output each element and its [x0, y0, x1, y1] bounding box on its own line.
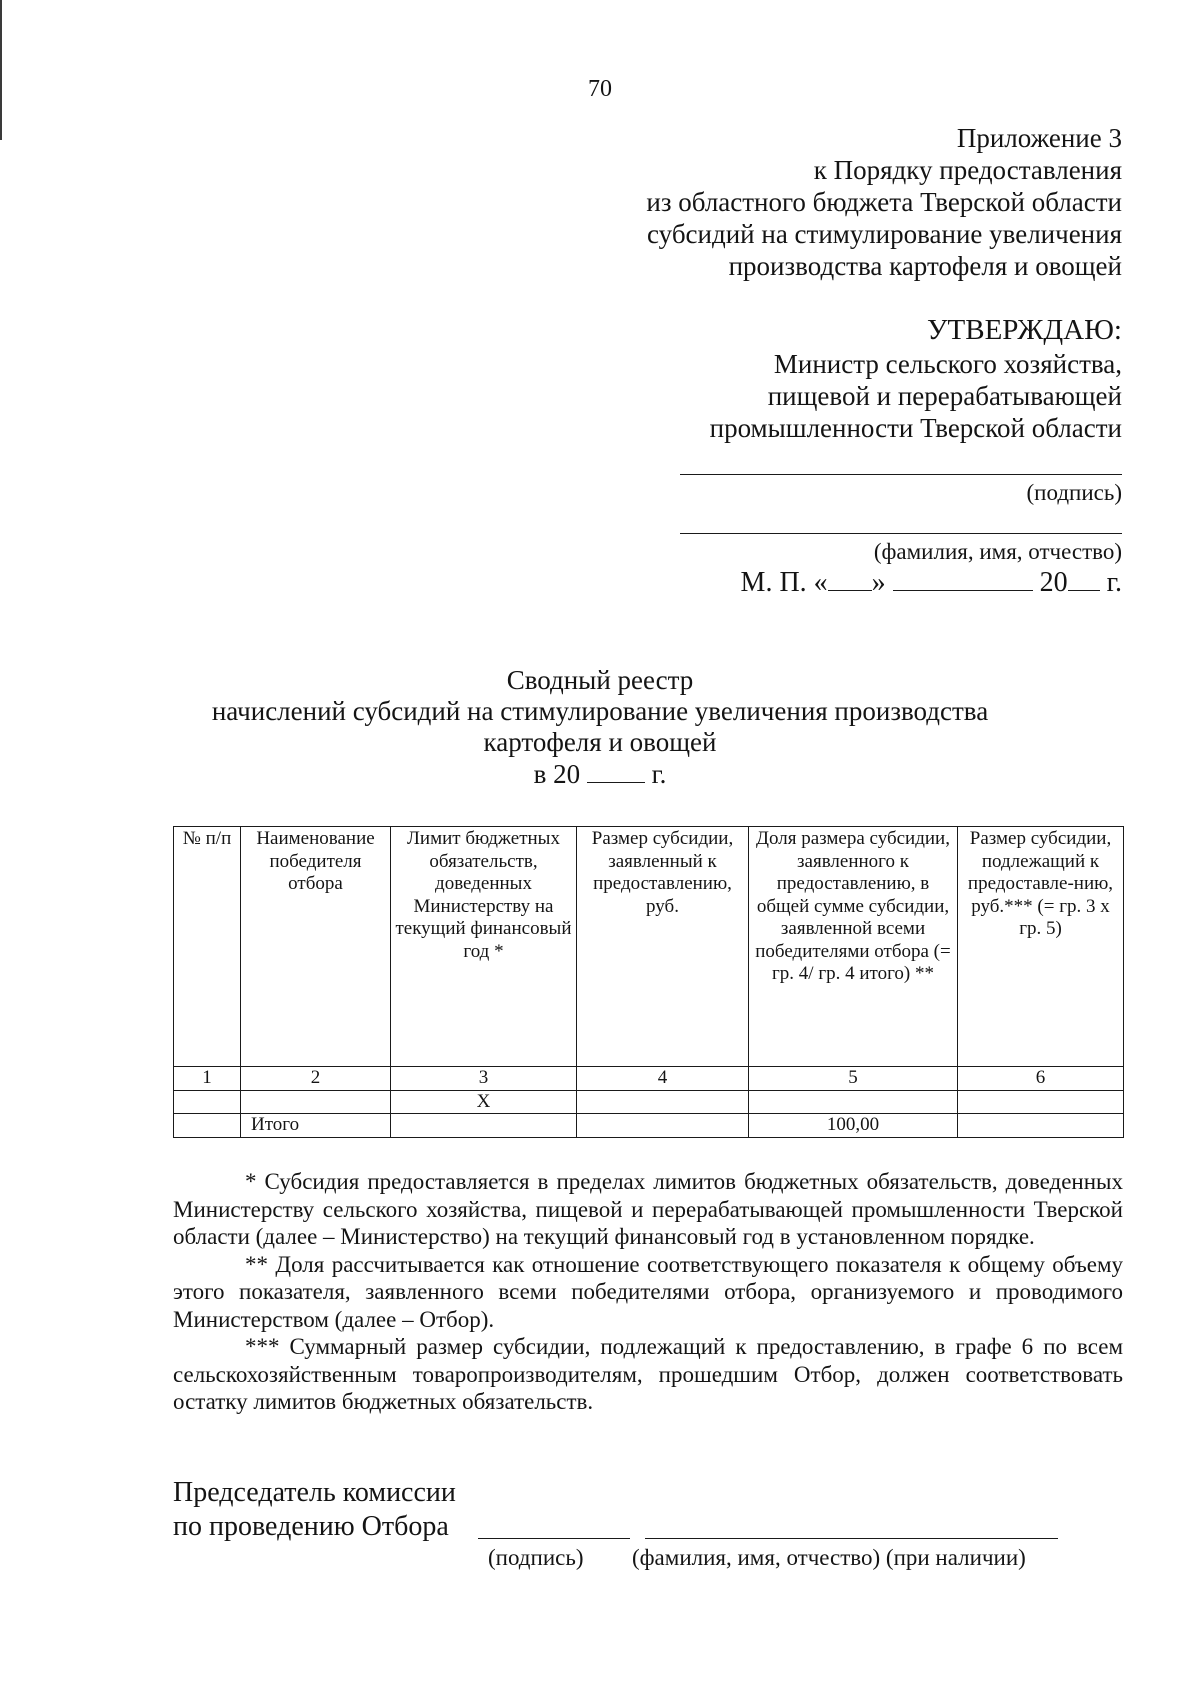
column-header: Размер субсидии, подлежащий к предоставле-нию, руб.*** (= гр. 3 х гр. 5) [958, 827, 1124, 1067]
appendix-line: субсидий на стимулирование увеличения [647, 219, 1122, 249]
date-mid: » [871, 567, 886, 598]
table-cell [174, 1090, 241, 1114]
commission-chair-block [173, 1476, 456, 1544]
appendix-header [646, 122, 1122, 282]
approval-name-caption: (фамилия, имя, отчество) [873, 539, 1122, 564]
footnote-1: * Субсидия предоставляется в пределах лимитов бюджетных обязательств, доведенных Министерству сельского хозяйства, пищевой и перерабатывающей промышленности Тверской области (далее – Министерство) на текущий финансовый год в установленном порядке. [173, 1169, 1123, 1249]
table-row [174, 1090, 1124, 1114]
table-cell [958, 1090, 1124, 1114]
column-number: 4 [577, 1067, 749, 1091]
table-cell [577, 1114, 749, 1138]
column-number: 1 [174, 1067, 241, 1091]
title-year-blank [587, 758, 645, 783]
approval-block [710, 314, 1122, 444]
column-number-row [174, 1067, 1124, 1091]
appendix-line: к Порядку предоставления [813, 155, 1122, 185]
title-year-line [0, 758, 1200, 790]
appendix-line: Приложение 3 [956, 123, 1122, 153]
chair-line: Председатель комиссии [173, 1477, 456, 1508]
chair-name-caption: (фамилия, имя, отчество) (при наличии) [632, 1545, 1026, 1570]
footnote-2: ** Доля рассчитывается как отношение соответствующего показателя к общему объему этого показателя, заявленного всеми победителями отбора, организуемого и проводимого Министерством (далее – Отбор). [173, 1251, 1123, 1332]
approval-line: промышленности Тверской области [709, 413, 1122, 443]
chair-line: по проведению Отбора [173, 1511, 449, 1542]
approval-name-line [680, 533, 1122, 534]
table-header-row [174, 827, 1124, 1067]
approval-line: пищевой и перерабатывающей [767, 381, 1122, 411]
table-cell: Х [391, 1090, 577, 1114]
column-number: 6 [958, 1067, 1124, 1091]
column-header: Доля размера субсидии, заявленного к предоставлению, в общей сумме субсидии, заявленной всеми победителями отбора (= гр. 4/ гр. 4 итого) ** [749, 827, 958, 1067]
column-header: № п/п [174, 827, 241, 1067]
date-suffix: г. [1106, 567, 1122, 598]
appendix-line: производства картофеля и овощей [728, 251, 1122, 281]
column-header: Размер субсидии, заявленный к предоставлению, руб. [577, 827, 749, 1067]
chair-signature-line [478, 1538, 630, 1539]
title-year-suffix: г. [651, 759, 667, 789]
footnote-3: *** Суммарный размер субсидии, подлежащий к предоставлению, в графе 6 по всем сельскохозяйственным товаропроизводителям, прошедшим Отбор, должен соответствовать остатку лимитов бюджетных обязательств. [173, 1334, 1123, 1414]
registry-table [173, 826, 1124, 1138]
title-line: Сводный реестр [506, 665, 694, 695]
total-row [174, 1114, 1124, 1138]
page-number: 70 [588, 76, 612, 102]
title-line: начислений субсидий на стимулирование увеличения производства [211, 696, 989, 726]
column-header: Наименование победителя отбора [241, 827, 391, 1067]
approval-signature-caption: (подпись) [1026, 480, 1122, 505]
column-number: 5 [749, 1067, 958, 1091]
table-cell [749, 1090, 958, 1114]
approval-heading: УТВЕРЖДАЮ: [927, 314, 1122, 346]
approval-signature-line [680, 474, 1122, 475]
chair-signature-caption: (подпись) [488, 1545, 584, 1570]
table-cell [391, 1114, 577, 1138]
table-cell [174, 1114, 241, 1138]
table-cell [577, 1090, 749, 1114]
date-year: 20 [1039, 567, 1068, 598]
column-number: 3 [391, 1067, 577, 1091]
month-blank [893, 566, 1033, 591]
total-label: Итого [241, 1114, 391, 1138]
table-cell [958, 1114, 1124, 1138]
total-share-value: 100,00 [749, 1114, 958, 1138]
document-title [0, 665, 1200, 790]
chair-name-line [645, 1538, 1058, 1539]
approval-date-line [741, 566, 1122, 599]
table-cell [241, 1090, 391, 1114]
column-header: Лимит бюджетных обязательств, доведенных Министерству на текущий финансовый год * [391, 827, 577, 1067]
date-prefix: М. П. « [740, 567, 828, 598]
title-year-prefix: в 20 [533, 759, 581, 789]
column-number: 2 [241, 1067, 391, 1091]
footnotes [173, 1168, 1123, 1416]
title-line: картофеля и овощей [483, 727, 717, 757]
approval-line: Министр сельского хозяйства, [773, 349, 1122, 379]
year-blank [1068, 566, 1100, 591]
scan-edge-mark [0, 0, 2, 140]
appendix-line: из областного бюджета Тверской области [646, 187, 1122, 217]
day-blank [828, 566, 872, 591]
